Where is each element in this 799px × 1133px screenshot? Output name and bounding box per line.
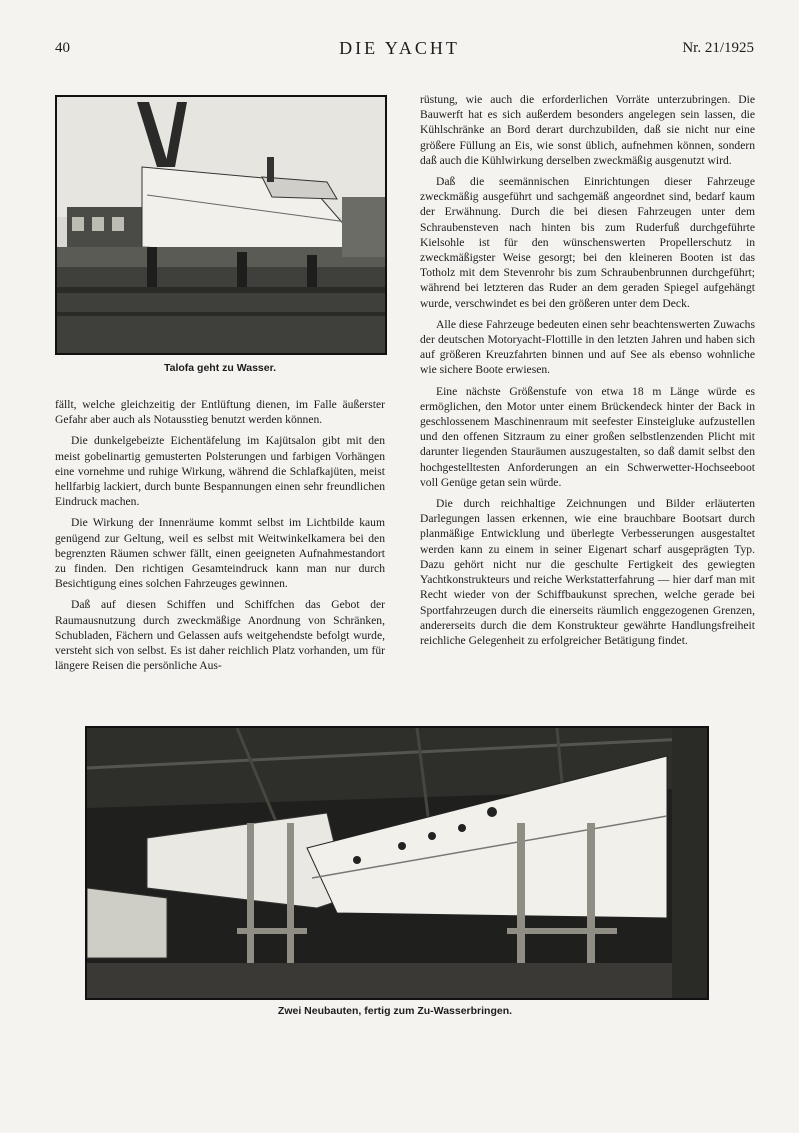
paragraph: Eine nächste Größenstufe von etwa 18 m Länge würde es ermöglichen, den Motor unter einem Brückendeck hinter der Back in geschlossenem Maschinenraum mit seefester Einsteigluke aufzustellen und den offenen Sitzraum zu einer großen selbstlenzenden Plicht mit darunter liegenden Stauräumen auszugestalten, so daß damit selbst den hochgestelltesten Anforderungen an ein Schwerwetter-Hochseeboot voll Genüge getan sein würde.	[420, 384, 755, 489]
caption-top: Talofa geht zu Wasser.	[163, 362, 277, 374]
photo-two-new-builds	[85, 726, 709, 1000]
paragraph: Alle diese Fahrzeuge bedeuten einen sehr beachtenswerten Zuwachs der deutschen Motoryacht-Flottille in den letzten Jahren und haben sich auf größeren Kreuzfahrten binnen und auf See als ebenso wohnliche wie sichere Boote erwiesen.	[420, 317, 755, 377]
magazine-title: DIE YACHT	[339, 38, 460, 58]
photo-talofa	[55, 95, 387, 355]
paragraph: rüstung, wie auch die erforderlichen Vorräte unterzubringen. Die Bauwerft hat es sich außerdem besonders angelegen sein lassen, die Kühlschränke an Bord derart durchzubilden, daß sie nicht nur eine größere Füllung an Eis, wie sonst üblich, aufnehmen können, sondern daß auch die Kühlwirkung derselben zweckmäßig ausgenutzt wird.	[420, 93, 755, 167]
issue-number: Nr. 21/1925	[682, 40, 754, 56]
paragraph: fällt, welche gleichzeitig der Entlüftung dienen, im Falle äußerster Gefahr aber auch als Notausstieg benutzt werden können.	[55, 398, 385, 427]
paragraph: Die dunkelgebeizte Eichentäfelung im Kajütsalon gibt mit den meist gobelinartig gemusterten Polsterungen und farbigen Vorhängen eine vornehme und ruhige Wirkung, während die Schlafkajüten, meist hellfarbig lackiert, durch bunte Bespannungen einen sehr freundlichen Eindruck machen.	[55, 434, 385, 509]
page-header	[0, 38, 799, 60]
page-number: 40	[55, 40, 70, 56]
caption-bottom: Zwei Neubauten, fertig zum Zu-Wasserbringen.	[277, 1005, 513, 1017]
paragraph: Daß auf diesen Schiffen und Schiffchen das Gebot der Raumausnutzung durch zweckmäßige Anordnung von Schränken, Schubladen, Fächern und Gelassen aufs weitgehendste befolgt wurde, versteht sich von selbst. Es ist daher reichlich Platz vorhanden, um für längere Reisen die persönliche Aus-	[55, 598, 385, 673]
paragraph: Die durch reichhaltige Zeichnungen und Bilder erläuterten Darlegungen lassen erkennen, wie eine brauchbare Bootsart durch planmäßige Entwicklung und überlegte Verbesserungen ausgestaltet werden kann zu einem in seiner Eigenart scharf ausgeprägten Typ. Dazu gehört nicht nur die geschulte Fertigkeit des gewiegten Yachtkonstrukteurs und reiche Werkstatterfahrung — hier darf man mit Recht wieder von der Schiffbaukunst sprechen, welche gerade bei Sportfahrzeugen durch die einerseits räumlich enggezogenen Grenzen, andererseits durch die dem Konstrukteur gewährte Handlungsfreiheit reichliche Gelegenheit zu erfolgreicher Betätigung findet.	[420, 497, 755, 647]
right-column	[420, 92, 755, 654]
paragraph: Daß die seemännischen Einrichtungen dieser Fahrzeuge zweckmäßig ausgeführt und sachgemäß angeordnet sind, bedarf kaum der Erwähnung. Durch die bei diesen Fahrzeugen unter dem Schraubensteven nach hinten bis zum Ruderfuß durchgeführte Kielsohle ist für den wünschenswerten Propellerschutz in zweckmäßigster Weise gesorgt; bei den kleineren Booten ist das Totholz mit dem Stevenrohr bis zum Schraubenbrunnen durchgeführt; während bei letzteren das Ruder an dem geraden Spiegel aufgehängt wurde, verschwindet es bei den größeren unter dem Deck.	[420, 175, 755, 310]
paragraph: Die Wirkung der Innenräume kommt selbst im Lichtbilde kaum genügend zur Geltung, weil es selbst mit Weitwinkelkamera bei den begrenzten Räumen schwer fällt, einen geeigneten Aufnahmestandort zu finden. Den richtigen Gesamteindruck kann man nur durch Besichtigung eines solchen Fahrzeuges gewinnen.	[55, 516, 385, 591]
left-column	[55, 397, 385, 679]
